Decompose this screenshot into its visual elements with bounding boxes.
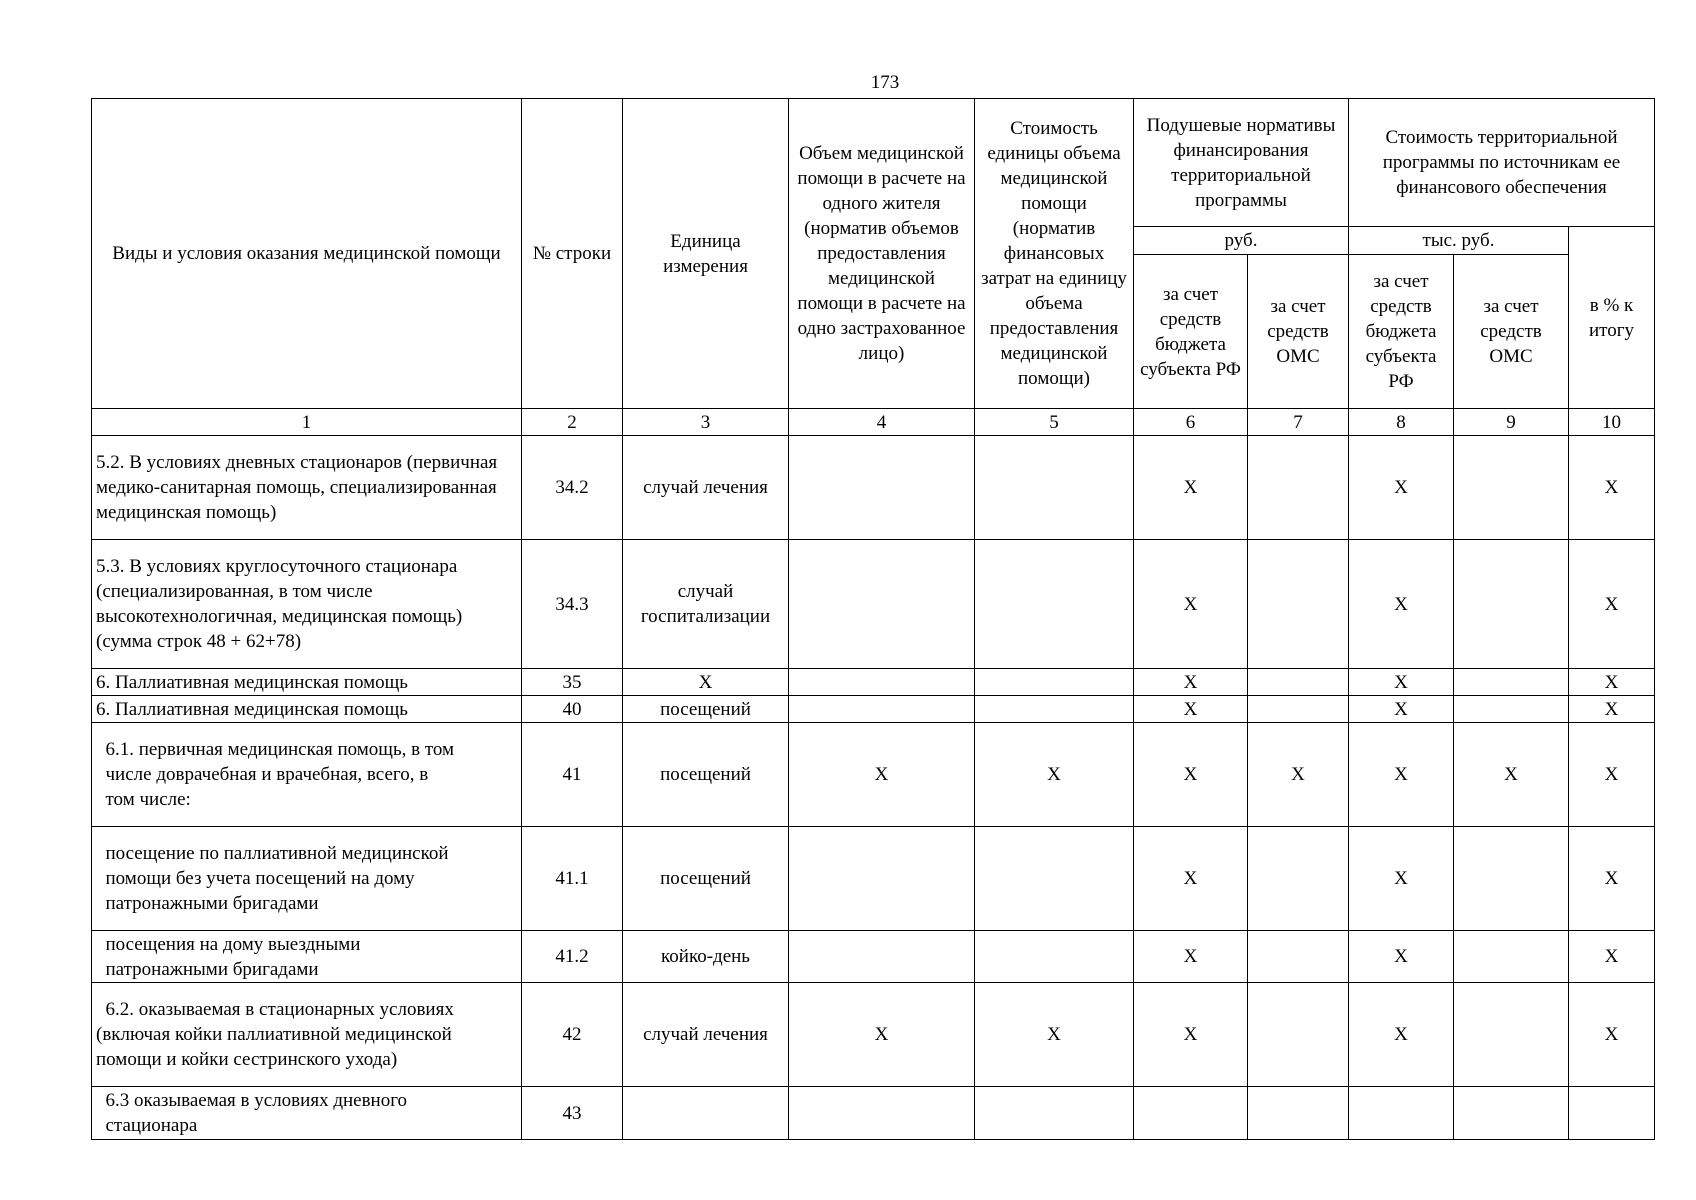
- row-unit: посещений: [623, 696, 789, 723]
- row-unit: посещений: [623, 827, 789, 931]
- row-budget-rub: X: [1134, 540, 1248, 669]
- row-oms-thousand: [1454, 669, 1569, 696]
- row-number: 34.3: [522, 540, 623, 669]
- row-budget-thousand: X: [1349, 723, 1454, 827]
- row-unit-cost: X: [975, 723, 1134, 827]
- row-unit-cost: [975, 540, 1134, 669]
- row-unit-cost: [975, 436, 1134, 540]
- row-unit: случай госпитализации: [623, 540, 789, 669]
- row-oms-rub: [1248, 696, 1349, 723]
- column-number: 6: [1134, 409, 1248, 436]
- row-budget-rub: X: [1134, 696, 1248, 723]
- header-unit: Единица измерения: [623, 99, 789, 409]
- row-number: 40: [522, 696, 623, 723]
- row-oms-thousand: [1454, 1087, 1569, 1140]
- row-volume: [789, 696, 975, 723]
- row-unit: случай лечения: [623, 983, 789, 1087]
- header-program-cost: Стоимость территориальной программы по источникам ее финансового обеспечения: [1349, 99, 1655, 227]
- row-percent: X: [1569, 723, 1655, 827]
- row-oms-thousand: [1454, 696, 1569, 723]
- row-volume: [789, 827, 975, 931]
- header-unit-thousand-rub: тыс. руб.: [1349, 227, 1569, 255]
- column-number: 10: [1569, 409, 1655, 436]
- column-number: 2: [522, 409, 623, 436]
- row-oms-thousand: [1454, 540, 1569, 669]
- page-number: 173: [870, 72, 900, 93]
- financing-table: [91, 98, 1655, 1140]
- row-number: 42: [522, 983, 623, 1087]
- row-unit: посещений: [623, 723, 789, 827]
- row-unit: [623, 1087, 789, 1140]
- row-oms-rub: [1248, 436, 1349, 540]
- header-unit-rub: руб.: [1134, 227, 1349, 255]
- row-name: 5.2. В условиях дневных стационаров (первичная медико-санитарная помощь, специализированная медицинская помощь): [92, 436, 522, 540]
- row-unit: случай лечения: [623, 436, 789, 540]
- row-budget-rub: X: [1134, 827, 1248, 931]
- row-percent: X: [1569, 931, 1655, 983]
- column-number-row: [92, 409, 1655, 436]
- row-number: 41.1: [522, 827, 623, 931]
- row-oms-thousand: [1454, 436, 1569, 540]
- row-oms-rub: [1248, 983, 1349, 1087]
- row-volume: X: [789, 983, 975, 1087]
- row-number: 41: [522, 723, 623, 827]
- row-oms-thousand: [1454, 983, 1569, 1087]
- row-volume: [789, 669, 975, 696]
- column-number: 9: [1454, 409, 1569, 436]
- row-percent: X: [1569, 540, 1655, 669]
- row-number: 41.2: [522, 931, 623, 983]
- row-budget-thousand: X: [1349, 540, 1454, 669]
- row-budget-thousand: X: [1349, 931, 1454, 983]
- row-budget-rub: [1134, 1087, 1248, 1140]
- row-budget-rub: X: [1134, 723, 1248, 827]
- row-oms-thousand: [1454, 827, 1569, 931]
- row-oms-rub: X: [1248, 723, 1349, 827]
- header-percent-total: в % к итогу: [1569, 227, 1655, 409]
- table-row: [92, 669, 1655, 696]
- row-budget-thousand: X: [1349, 983, 1454, 1087]
- column-number: 7: [1248, 409, 1349, 436]
- row-name: 6.3 оказываемая в условиях дневного стационара: [92, 1087, 522, 1140]
- row-oms-rub: [1248, 1087, 1349, 1140]
- column-number: 4: [789, 409, 975, 436]
- row-unit-cost: [975, 696, 1134, 723]
- row-name: 6.1. первичная медицинская помощь, в том числе доврачебная и врачебная, всего, в том числе:: [92, 723, 522, 827]
- row-oms-thousand: X: [1454, 723, 1569, 827]
- column-number: 5: [975, 409, 1134, 436]
- row-budget-rub: X: [1134, 436, 1248, 540]
- row-number: 43: [522, 1087, 623, 1140]
- row-budget-thousand: X: [1349, 669, 1454, 696]
- row-percent: X: [1569, 436, 1655, 540]
- row-percent: X: [1569, 669, 1655, 696]
- row-budget-rub: X: [1134, 931, 1248, 983]
- row-name: посещения на дому выездными патронажными бригадами: [92, 931, 522, 983]
- row-unit-cost: [975, 669, 1134, 696]
- row-number: 35: [522, 669, 623, 696]
- row-unit: X: [623, 669, 789, 696]
- header-budget-rf-6: за счет средств бюджета субъекта РФ: [1134, 255, 1248, 409]
- table-row: [92, 983, 1655, 1087]
- row-unit-cost: X: [975, 983, 1134, 1087]
- row-name: 6. Паллиативная медицинская помощь: [92, 669, 522, 696]
- row-budget-thousand: [1349, 1087, 1454, 1140]
- row-oms-thousand: [1454, 931, 1569, 983]
- header-oms-7: за счет средств ОМС: [1248, 255, 1349, 409]
- column-number: 3: [623, 409, 789, 436]
- row-oms-rub: [1248, 540, 1349, 669]
- row-number: 34.2: [522, 436, 623, 540]
- row-name: 6. Паллиативная медицинская помощь: [92, 696, 522, 723]
- row-name: 5.3. В условиях круглосуточного стационара (специализированная, в том числе высокотехнологичная, медицинская помощь) (сумма строк 48 + 62+78): [92, 540, 522, 669]
- header-kinds: Виды и условия оказания медицинской помощи: [92, 99, 522, 409]
- row-budget-thousand: X: [1349, 436, 1454, 540]
- header-volume: Объем медицинской помощи в расчете на одного жителя (норматив объемов предоставления медицинской помощи в расчете на одно застрахованное лицо): [789, 99, 975, 409]
- column-number: 8: [1349, 409, 1454, 436]
- row-percent: X: [1569, 696, 1655, 723]
- row-percent: X: [1569, 827, 1655, 931]
- header-budget-rf-8: за счет средств бюджета субъекта РФ: [1349, 255, 1454, 409]
- table-row: [92, 723, 1655, 827]
- row-oms-rub: [1248, 827, 1349, 931]
- column-number: 1: [92, 409, 522, 436]
- row-budget-rub: X: [1134, 983, 1248, 1087]
- table-row: [92, 436, 1655, 540]
- row-oms-rub: [1248, 669, 1349, 696]
- row-volume: X: [789, 723, 975, 827]
- row-percent: X: [1569, 983, 1655, 1087]
- header-per-capita: Подушевые нормативы финансирования территориальной программы: [1134, 99, 1349, 227]
- table-row: [92, 696, 1655, 723]
- row-oms-rub: [1248, 931, 1349, 983]
- row-name: 6.2. оказываемая в стационарных условиях (включая койки паллиативной медицинской помощи и койки сестринского ухода): [92, 983, 522, 1087]
- header-unit-cost: Стоимость единицы объема медицинской помощи (норматив финансовых затрат на единицу объема предоставления медицинской помощи): [975, 99, 1134, 409]
- row-budget-thousand: X: [1349, 827, 1454, 931]
- row-unit: койко-день: [623, 931, 789, 983]
- row-budget-rub: X: [1134, 669, 1248, 696]
- row-volume: [789, 1087, 975, 1140]
- row-unit-cost: [975, 827, 1134, 931]
- row-budget-thousand: X: [1349, 696, 1454, 723]
- row-percent: [1569, 1087, 1655, 1140]
- table-row: [92, 931, 1655, 983]
- row-volume: [789, 436, 975, 540]
- table-row: [92, 827, 1655, 931]
- table-row: [92, 540, 1655, 669]
- row-unit-cost: [975, 1087, 1134, 1140]
- header-row-number: № строки: [522, 99, 623, 409]
- row-volume: [789, 931, 975, 983]
- row-name: посещение по паллиативной медицинской помощи без учета посещений на дому патронажными бригадами: [92, 827, 522, 931]
- header-oms-9: за счет средств ОМС: [1454, 255, 1569, 409]
- table-row: [92, 1087, 1655, 1140]
- row-unit-cost: [975, 931, 1134, 983]
- row-volume: [789, 540, 975, 669]
